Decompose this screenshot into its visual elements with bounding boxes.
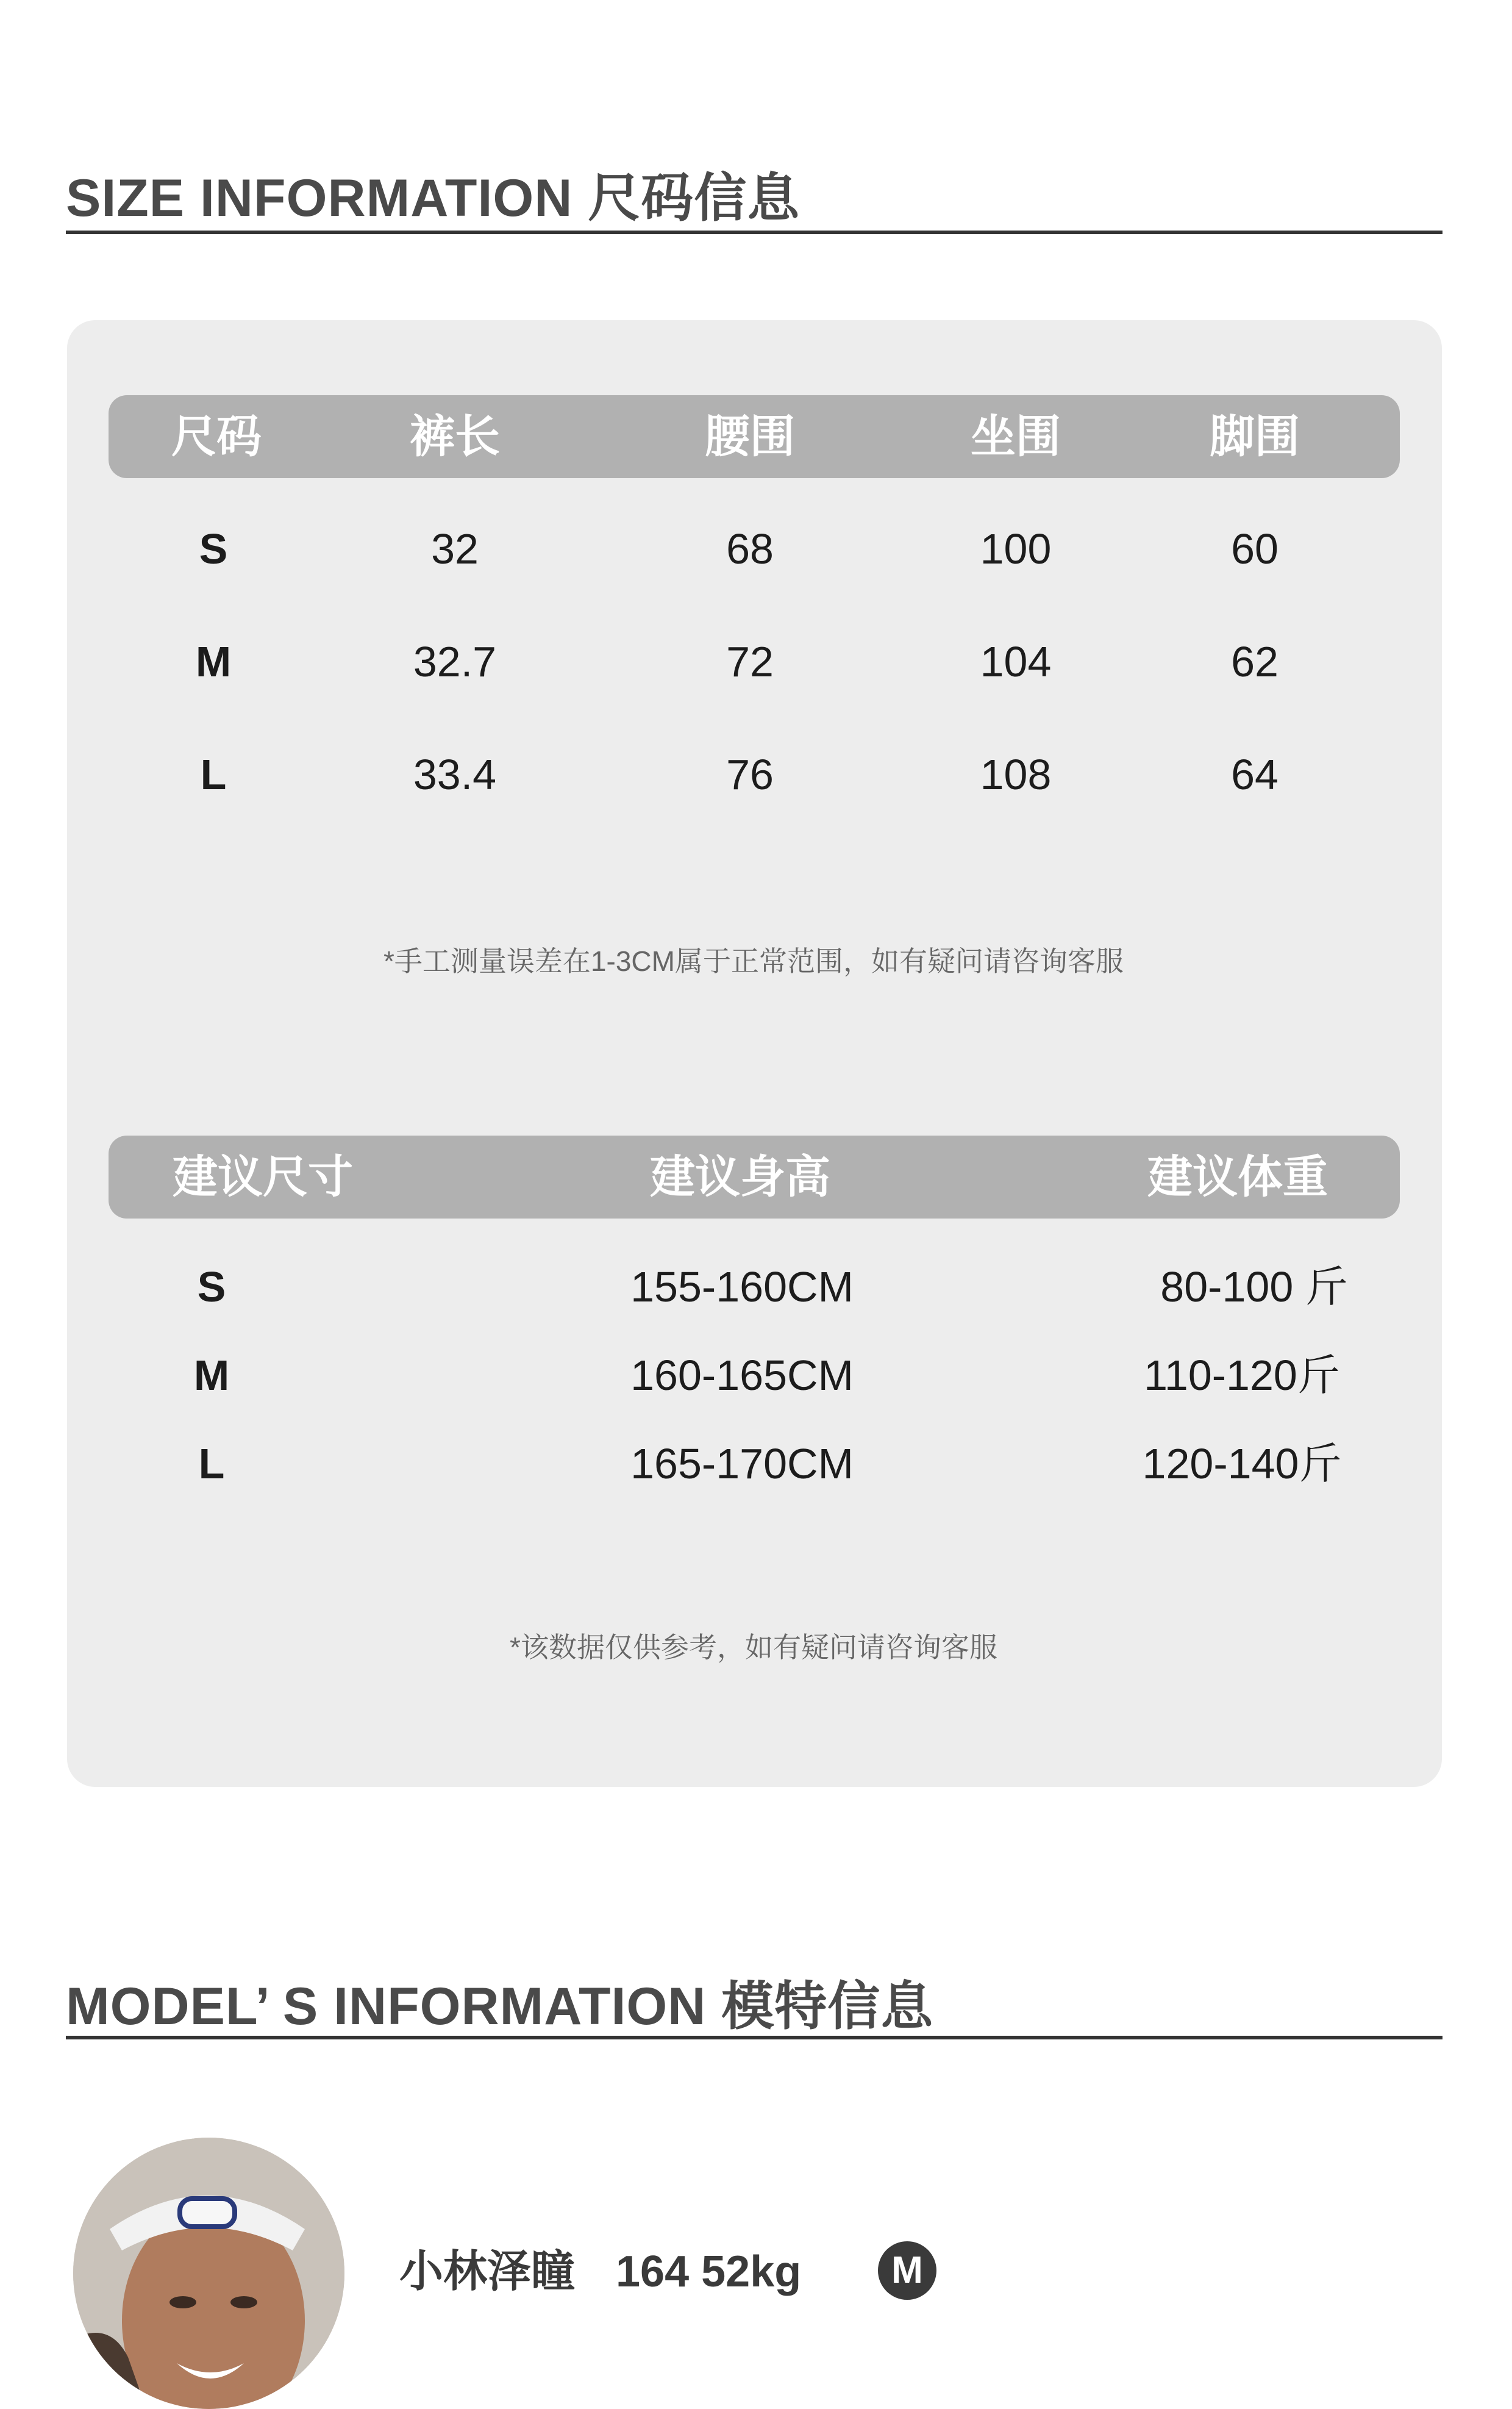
model-size-badge: M (878, 2241, 936, 2300)
recommend-table-header (109, 1136, 1400, 1219)
size-cell: M (193, 1351, 230, 1399)
header-recommended-weight: 建议体重 (1147, 1151, 1328, 1202)
pants-length-cell: 33.4 (413, 751, 497, 798)
hip-cell: 108 (980, 751, 1052, 798)
height-cell: 165-170CM (630, 1440, 854, 1487)
header-hip: 坐围 (971, 411, 1061, 462)
model-portrait-icon (73, 2138, 344, 2409)
measurement-note: *手工测量误差在1-3CM属于正常范围，如有疑问请咨询客服 (383, 945, 1124, 977)
model-section-title: MODEL’ S INFORMATION 模特信息 (66, 1977, 934, 2036)
size-section-divider (66, 231, 1442, 234)
header-pants-length: 裤长 (410, 411, 500, 462)
model-avatar (73, 2138, 344, 2409)
size-cell: S (197, 1263, 226, 1311)
size-section-title: SIZE INFORMATION 尺码信息 (66, 169, 801, 227)
leg-opening-cell: 62 (1231, 638, 1278, 685)
reference-note: *该数据仅供参考，如有疑问请咨询客服 (510, 1631, 997, 1663)
pants-length-cell: 32 (431, 525, 479, 573)
waist-cell: 76 (726, 751, 774, 798)
waist-cell: 72 (726, 638, 774, 685)
hip-cell: 100 (980, 525, 1052, 573)
model-stats: 164 52kg (616, 2247, 802, 2296)
header-recommended-height: 建议身高 (650, 1151, 830, 1202)
size-cell: L (200, 751, 227, 798)
height-cell: 155-160CM (630, 1263, 854, 1311)
pants-length-cell: 32.7 (413, 638, 497, 685)
model-name: 小林泽瞳 (399, 2247, 576, 2296)
waist-cell: 68 (726, 525, 774, 573)
leg-opening-cell: 64 (1231, 751, 1278, 798)
header-leg-opening: 脚围 (1210, 411, 1300, 462)
weight-cell: 80-100 斤 (1160, 1263, 1348, 1311)
size-table-header (109, 395, 1400, 478)
weight-cell: 120-140斤 (1142, 1440, 1342, 1487)
hip-cell: 104 (980, 638, 1052, 685)
header-waist: 腰围 (705, 411, 795, 462)
size-cell: S (199, 525, 228, 573)
size-cell: L (198, 1440, 225, 1487)
size-cell: M (195, 638, 232, 685)
height-cell: 160-165CM (630, 1351, 854, 1399)
header-size: 尺码 (171, 411, 262, 462)
model-section-divider (66, 2036, 1442, 2039)
weight-cell: 110-120斤 (1144, 1351, 1340, 1399)
header-recommended-size: 建议尺寸 (173, 1151, 353, 1202)
leg-opening-cell: 60 (1231, 525, 1278, 573)
